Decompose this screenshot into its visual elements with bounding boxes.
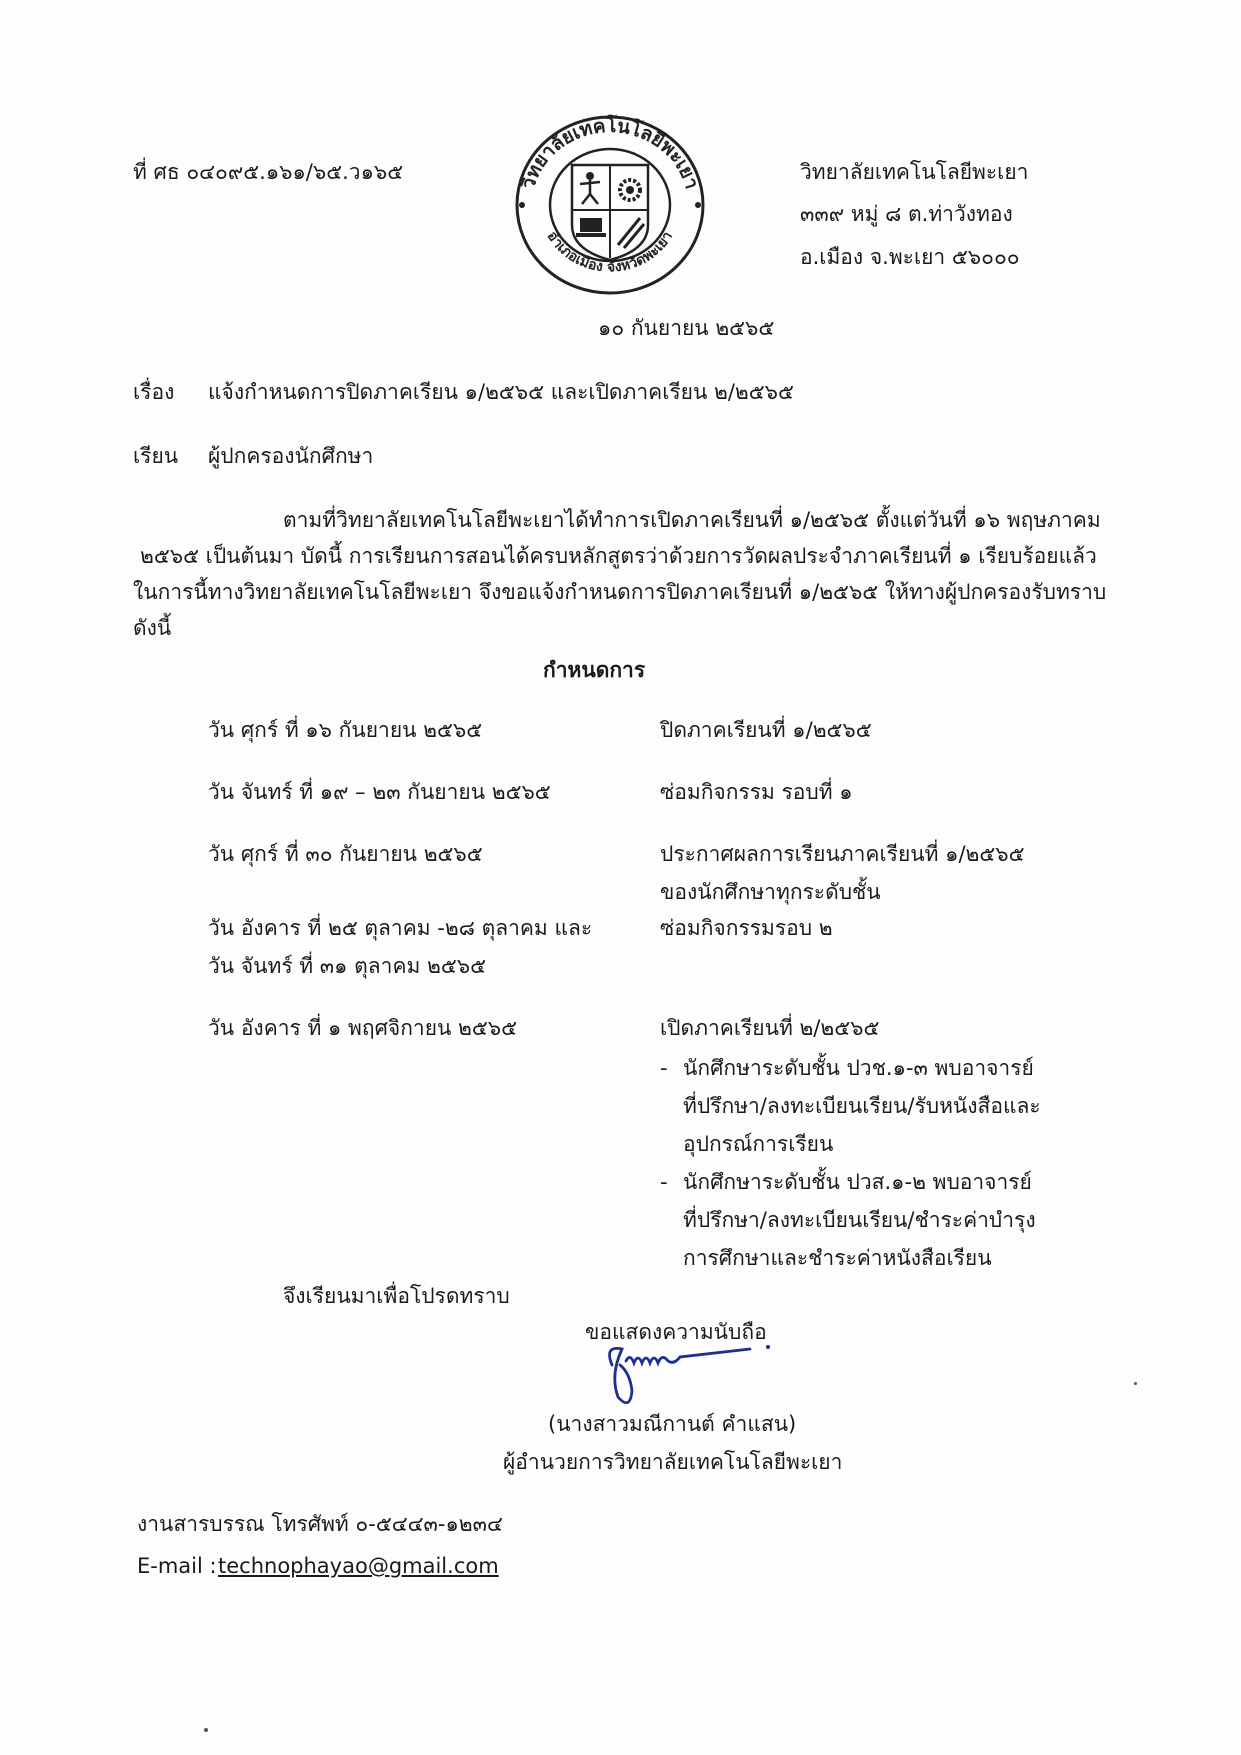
sub-item-bullet: - [660,1170,668,1194]
scan-speck [204,1728,208,1732]
seal-text-top: วิทยาลัยเทคโนโลยีพะเยา [517,114,703,192]
org-name: วิทยาลัยเทคโนโลยีพะเยา [800,160,1029,184]
schedule-event: ซ่อมกิจกรรมรอบ ๒ [660,916,833,940]
email-label: E-mail : [137,1554,217,1578]
schedule-date-cont: วัน จันทร์ ที่ ๓๑ ตุลาคม ๒๕๖๕ [208,954,486,978]
sub-item-line: อุปกรณ์การเรียน [683,1132,834,1156]
schedule-heading: กำหนดการ [543,658,646,682]
schedule-date: วัน อังคาร ที่ ๑ พฤศจิกายน ๒๕๖๕ [208,1016,518,1040]
footer-department: งานสารบรรณ โทรศัพท์ ๐-๕๔๔๓-๑๒๓๔ [137,1512,503,1536]
scan-speck [1134,1382,1137,1385]
schedule-event-cont: ของนักศึกษาทุกระดับชั้น [660,880,881,904]
schedule-event: ปิดภาคเรียนที่ ๑/๒๕๖๕ [660,718,872,742]
body-line-1: ตามที่วิทยาลัยเทคโนโลยีพะเยาได้ทำการเปิดภาคเรียนที่ ๑/๒๕๖๕ ตั้งแต่วันที่ ๑๖ พฤษภาคม [283,508,1101,532]
body-line-2: ๒๕๖๕ เป็นต้นมา บัดนี้ การเรียนการสอนได้ครบหลักสูตรว่าด้วยการวัดผลประจำภาคเรียนที่ ๑ เรียบร้อยแล้ว [140,544,1097,568]
body-line-3: ในการนี้ทางวิทยาลัยเทคโนโลยีพะเยา จึงขอแจ้งกำหนดการปิดภาคเรียนที่ ๑/๒๕๖๕ ให้ทางผู้ปกครองรับทราบ [133,580,1107,604]
reference-number: ที่ ศธ ๐๔๐๙๕.๑๖๑/๖๕.ว๑๖๕ [133,160,404,184]
schedule-event: ประกาศผลการเรียนภาคเรียนที่ ๑/๒๕๖๕ [660,842,1025,866]
signer-title: ผู้อำนวยการวิทยาลัยเทคโนโลยีพะเยา [503,1450,843,1474]
signer-name: (นางสาวมณีกานต์ คำแสน) [548,1412,797,1436]
sub-item-line: การศึกษาและชำระค่าหนังสือเรียน [683,1246,992,1270]
closing-request: จึงเรียนมาเพื่อโปรดทราบ [283,1284,510,1308]
seal-text-bottom: อำเภอเมือง จังหวัดพะเยา [543,228,677,276]
address-line-2: อ.เมือง จ.พะเยา ๕๖๐๐๐ [800,245,1020,269]
schedule-event: เปิดภาคเรียนที่ ๒/๒๕๖๕ [660,1016,880,1040]
subject-text: แจ้งกำหนดการปิดภาคเรียน ๑/๒๕๖๕ และเปิดภาคเรียน ๒/๒๕๖๕ [208,380,794,404]
sub-item-bullet: - [660,1056,668,1080]
letter-date: ๑๐ กันยายน ๒๕๖๕ [598,316,775,340]
signature [600,1335,780,1415]
schedule-event: ซ่อมกิจกรรม รอบที่ ๑ [660,780,853,804]
subject-label: เรื่อง [133,380,175,404]
closing-regards: ขอแสดงความนับถือ [585,1320,767,1344]
to-label: เรียน [133,444,179,468]
body-line-4: ดังนี้ [133,616,172,640]
schedule-date: วัน จันทร์ ที่ ๑๙ – ๒๓ กันยายน ๒๕๖๕ [208,780,551,804]
sub-item-line: ที่ปรึกษา/ลงทะเบียนเรียน/รับหนังสือและ [683,1094,1041,1118]
sub-item-line: ที่ปรึกษา/ลงทะเบียนเรียน/ชำระค่าบำรุง [683,1208,1036,1232]
address-line-1: ๓๓๙ หมู่ ๘ ต.ท่าวังทอง [800,202,1013,226]
to-text: ผู้ปกครองนักศึกษา [208,444,374,468]
schedule-date: วัน ศุกร์ ที่ ๓๐ กันยายน ๒๕๖๕ [208,842,483,866]
schedule-date: วัน ศุกร์ ที่ ๑๖ กันยายน ๒๕๖๕ [208,718,483,742]
email-link[interactable]: technophayao@gmail.com [218,1554,499,1578]
schedule-date: วัน อังคาร ที่ ๒๕ ตุลาคม -๒๘ ตุลาคม และ [208,916,593,940]
college-seal [510,110,710,300]
sub-item-line: นักศึกษาระดับชั้น ปวส.๑-๒ พบอาจารย์ [683,1170,1032,1194]
sub-item-line: นักศึกษาระดับชั้น ปวช.๑-๓ พบอาจารย์ [683,1056,1034,1080]
